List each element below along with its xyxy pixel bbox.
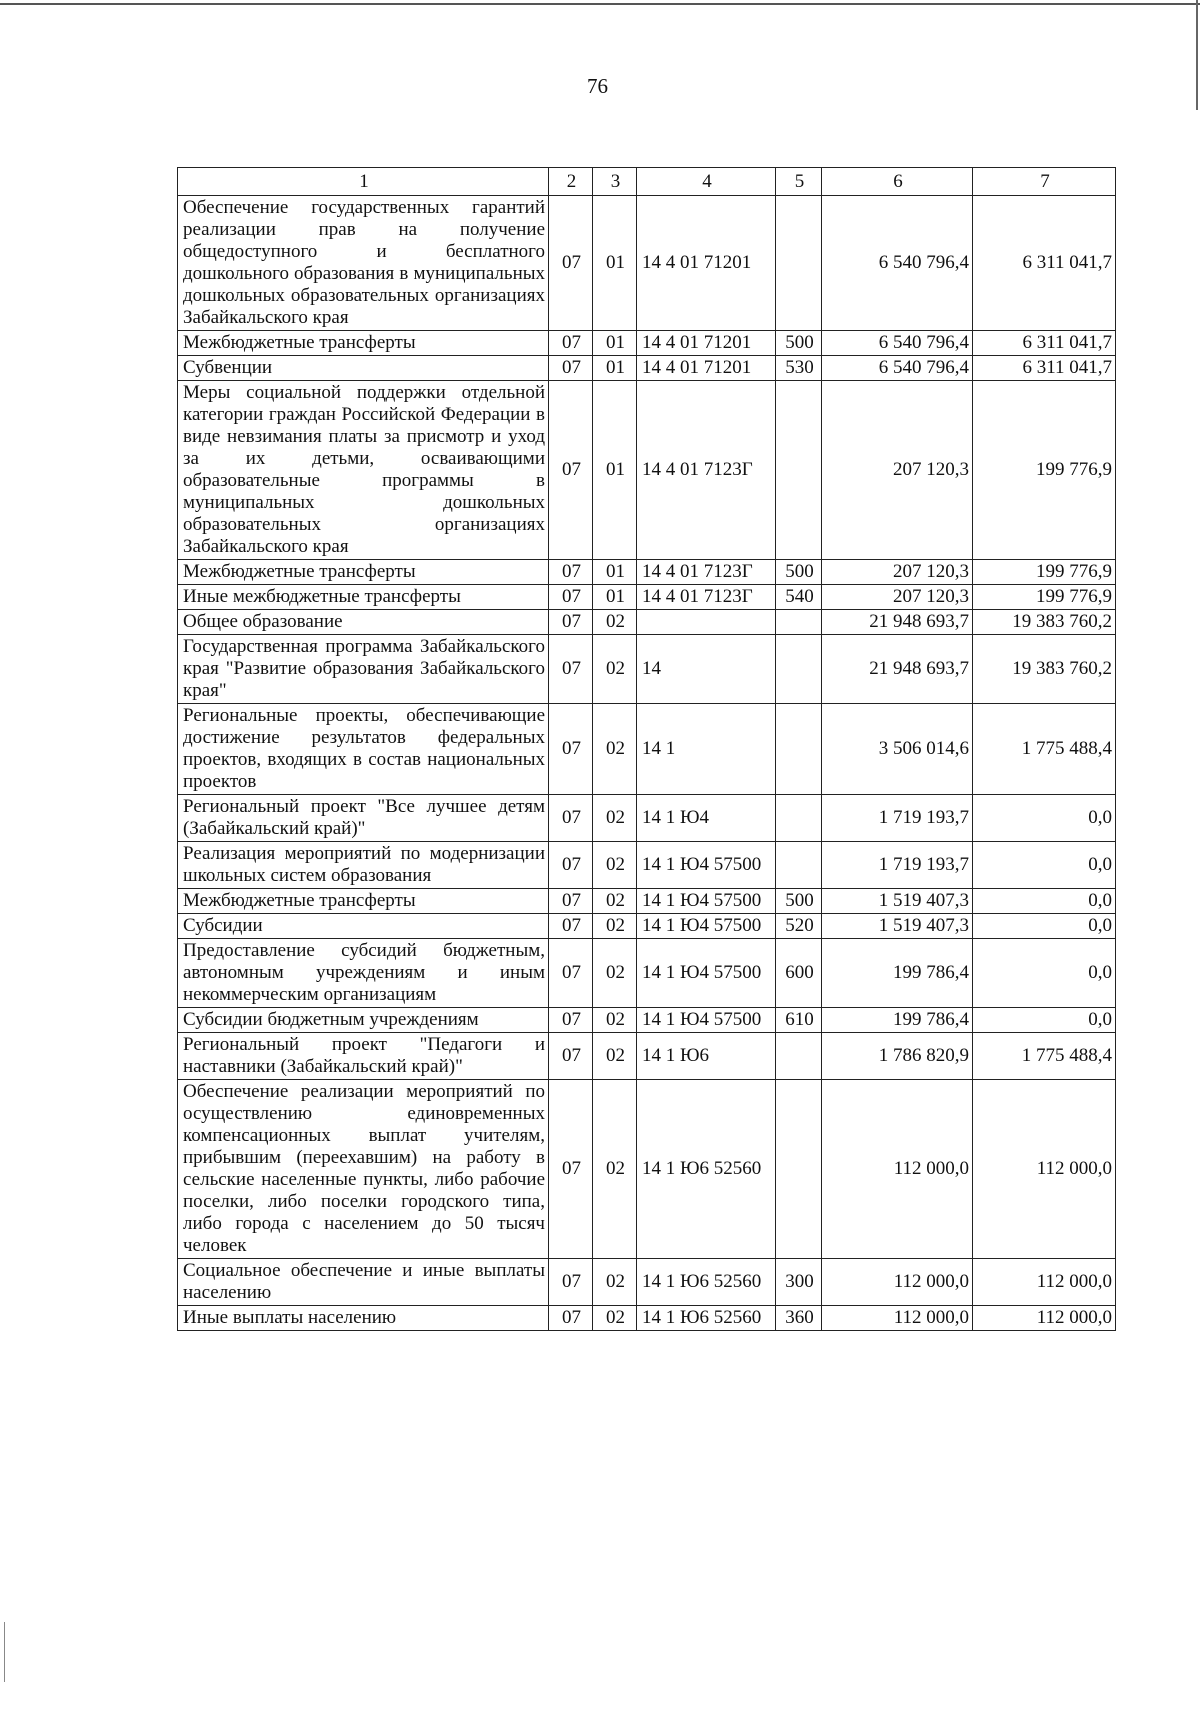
name-cell: Государственная программа Забайкальского края "Развитие образования Забайкальского края" [178, 635, 549, 704]
table-row [178, 842, 1116, 889]
target-article-cell [637, 610, 776, 635]
name-cell: Обеспечение государственных гарантий реализации прав на получение общедоступного и бесплатного дошкольного образования в муниципальных дошкольных образовательных организациях Забайкальского края [178, 196, 549, 331]
subsection-cell: 01 [593, 585, 637, 610]
page-number [0, 74, 1200, 99]
target-article-cell: 14 1 Ю4 57500 [637, 939, 776, 1008]
amount-col7-cell: 199 776,9 [973, 560, 1116, 585]
target-article-cell: 14 1 Ю6 52560 [637, 1080, 776, 1259]
section-cell: 07 [549, 1306, 593, 1331]
header-row [178, 168, 1116, 196]
header-col-2: 2 [549, 168, 593, 196]
section-cell: 07 [549, 331, 593, 356]
expense-type-cell [776, 795, 822, 842]
amount-col6-cell: 1 719 193,7 [822, 795, 973, 842]
table-row [178, 381, 1116, 560]
section-cell: 07 [549, 939, 593, 1008]
section-cell: 07 [549, 1033, 593, 1080]
header-col-5: 5 [776, 168, 822, 196]
section-cell: 07 [549, 1259, 593, 1306]
amount-col6-cell: 6 540 796,4 [822, 356, 973, 381]
target-article-cell: 14 4 01 71201 [637, 356, 776, 381]
amount-col7-cell: 0,0 [973, 795, 1116, 842]
target-article-cell: 14 1 Ю4 57500 [637, 842, 776, 889]
section-cell: 07 [549, 842, 593, 889]
amount-col6-cell: 112 000,0 [822, 1306, 973, 1331]
subsection-cell: 02 [593, 1033, 637, 1080]
table-row [178, 704, 1116, 795]
section-cell: 07 [549, 585, 593, 610]
expense-type-cell [776, 196, 822, 331]
table-row [178, 331, 1116, 356]
expense-type-cell: 520 [776, 914, 822, 939]
header-col-4: 4 [637, 168, 776, 196]
amount-col6-cell: 1 519 407,3 [822, 889, 973, 914]
section-cell: 07 [549, 795, 593, 842]
table-row [178, 1306, 1116, 1331]
expense-type-cell [776, 704, 822, 795]
amount-col7-cell: 19 383 760,2 [973, 610, 1116, 635]
expense-type-cell: 530 [776, 356, 822, 381]
target-article-cell: 14 4 01 7123Г [637, 585, 776, 610]
expense-type-cell: 360 [776, 1306, 822, 1331]
section-cell: 07 [549, 381, 593, 560]
name-cell: Региональный проект "Все лучшее детям (Забайкальский край)" [178, 795, 549, 842]
expense-type-cell [776, 1033, 822, 1080]
table-row [178, 585, 1116, 610]
header-col-6: 6 [822, 168, 973, 196]
name-cell: Межбюджетные трансферты [178, 331, 549, 356]
amount-col6-cell: 3 506 014,6 [822, 704, 973, 795]
target-article-cell: 14 1 Ю6 52560 [637, 1259, 776, 1306]
name-cell: Межбюджетные трансферты [178, 889, 549, 914]
table-row [178, 610, 1116, 635]
subsection-cell: 02 [593, 795, 637, 842]
expense-type-cell [776, 635, 822, 704]
subsection-cell: 01 [593, 196, 637, 331]
table-row [178, 560, 1116, 585]
target-article-cell: 14 1 Ю6 [637, 1033, 776, 1080]
name-cell: Иные выплаты населению [178, 1306, 549, 1331]
table-row [178, 914, 1116, 939]
amount-col6-cell: 6 540 796,4 [822, 196, 973, 331]
table-row [178, 356, 1116, 381]
name-cell: Региональный проект "Педагоги и наставники (Забайкальский край)" [178, 1033, 549, 1080]
name-cell: Межбюджетные трансферты [178, 560, 549, 585]
amount-col6-cell: 207 120,3 [822, 381, 973, 560]
amount-col6-cell: 207 120,3 [822, 560, 973, 585]
name-cell: Иные межбюджетные трансферты [178, 585, 549, 610]
name-cell: Региональные проекты, обеспечивающие достижение результатов федеральных проектов, входящих в состав национальных проектов [178, 704, 549, 795]
subsection-cell: 02 [593, 889, 637, 914]
table-row [178, 1008, 1116, 1033]
amount-col6-cell: 21 948 693,7 [822, 635, 973, 704]
amount-col7-cell: 6 311 041,7 [973, 356, 1116, 381]
table-row [178, 889, 1116, 914]
table-row [178, 635, 1116, 704]
amount-col7-cell: 199 776,9 [973, 381, 1116, 560]
section-cell: 07 [549, 1080, 593, 1259]
amount-col7-cell: 0,0 [973, 889, 1116, 914]
amount-col7-cell: 1 775 488,4 [973, 1033, 1116, 1080]
amount-col6-cell: 199 786,4 [822, 939, 973, 1008]
name-cell: Социальное обеспечение и иные выплаты населению [178, 1259, 549, 1306]
section-cell: 07 [549, 356, 593, 381]
subsection-cell: 02 [593, 914, 637, 939]
expense-type-cell [776, 1080, 822, 1259]
table-header [178, 168, 1116, 196]
expense-type-cell: 500 [776, 331, 822, 356]
amount-col6-cell: 199 786,4 [822, 1008, 973, 1033]
amount-col7-cell: 112 000,0 [973, 1080, 1116, 1259]
table-row [178, 939, 1116, 1008]
name-cell: Меры социальной поддержки отдельной категории граждан Российской Федерации в виде невзимания платы за присмотр и уход за их детьми, осваивающими образовательные программы в муниципальных дошкольных образовательных организациях Забайкальского края [178, 381, 549, 560]
section-cell: 07 [549, 560, 593, 585]
amount-col7-cell: 112 000,0 [973, 1259, 1116, 1306]
amount-col7-cell: 112 000,0 [973, 1306, 1116, 1331]
section-cell: 07 [549, 1008, 593, 1033]
amount-col7-cell: 6 311 041,7 [973, 331, 1116, 356]
section-cell: 07 [549, 914, 593, 939]
table-row [178, 196, 1116, 331]
page-number-text: 76 [587, 74, 608, 98]
subsection-cell: 02 [593, 1008, 637, 1033]
section-cell: 07 [549, 889, 593, 914]
target-article-cell: 14 1 Ю4 57500 [637, 1008, 776, 1033]
budget-table [177, 167, 1116, 1331]
amount-col7-cell: 0,0 [973, 842, 1116, 889]
name-cell: Предоставление субсидий бюджетным, автономным учреждениям и иным некоммерческим организациям [178, 939, 549, 1008]
subsection-cell: 02 [593, 842, 637, 889]
target-article-cell: 14 1 Ю4 57500 [637, 914, 776, 939]
subsection-cell: 01 [593, 356, 637, 381]
target-article-cell: 14 1 Ю4 [637, 795, 776, 842]
expense-type-cell: 600 [776, 939, 822, 1008]
subsection-cell: 02 [593, 939, 637, 1008]
expense-type-cell [776, 381, 822, 560]
section-cell: 07 [549, 610, 593, 635]
header-col-7: 7 [973, 168, 1116, 196]
amount-col7-cell: 6 311 041,7 [973, 196, 1116, 331]
target-article-cell: 14 4 01 7123Г [637, 560, 776, 585]
table-row [178, 795, 1116, 842]
amount-col6-cell: 207 120,3 [822, 585, 973, 610]
amount-col6-cell: 1 519 407,3 [822, 914, 973, 939]
subsection-cell: 02 [593, 704, 637, 795]
subsection-cell: 02 [593, 610, 637, 635]
amount-col7-cell: 199 776,9 [973, 585, 1116, 610]
name-cell: Субсидии [178, 914, 549, 939]
amount-col6-cell: 112 000,0 [822, 1259, 973, 1306]
amount-col6-cell: 6 540 796,4 [822, 331, 973, 356]
expense-type-cell: 300 [776, 1259, 822, 1306]
amount-col6-cell: 21 948 693,7 [822, 610, 973, 635]
subsection-cell: 02 [593, 1080, 637, 1259]
name-cell: Субсидии бюджетным учреждениям [178, 1008, 549, 1033]
expense-type-cell: 500 [776, 560, 822, 585]
subsection-cell: 02 [593, 1306, 637, 1331]
target-article-cell: 14 1 [637, 704, 776, 795]
subsection-cell: 02 [593, 1259, 637, 1306]
header-col-1: 1 [178, 168, 549, 196]
table-row [178, 1259, 1116, 1306]
amount-col7-cell: 0,0 [973, 914, 1116, 939]
table-row [178, 1080, 1116, 1259]
amount-col7-cell: 0,0 [973, 1008, 1116, 1033]
amount-col7-cell: 19 383 760,2 [973, 635, 1116, 704]
section-cell: 07 [549, 635, 593, 704]
expense-type-cell [776, 842, 822, 889]
header-col-3: 3 [593, 168, 637, 196]
subsection-cell: 01 [593, 331, 637, 356]
name-cell: Общее образование [178, 610, 549, 635]
name-cell: Реализация мероприятий по модернизации школьных систем образования [178, 842, 549, 889]
left-border-line [4, 1622, 5, 1682]
target-article-cell: 14 1 Ю4 57500 [637, 889, 776, 914]
top-border-line [0, 3, 1200, 5]
expense-type-cell [776, 610, 822, 635]
section-cell: 07 [549, 196, 593, 331]
target-article-cell: 14 4 01 71201 [637, 196, 776, 331]
amount-col7-cell: 0,0 [973, 939, 1116, 1008]
amount-col6-cell: 1 719 193,7 [822, 842, 973, 889]
table-row [178, 1033, 1116, 1080]
expense-type-cell: 610 [776, 1008, 822, 1033]
target-article-cell: 14 [637, 635, 776, 704]
amount-col6-cell: 1 786 820,9 [822, 1033, 973, 1080]
target-article-cell: 14 4 01 71201 [637, 331, 776, 356]
subsection-cell: 01 [593, 560, 637, 585]
section-cell: 07 [549, 704, 593, 795]
subsection-cell: 01 [593, 381, 637, 560]
amount-col6-cell: 112 000,0 [822, 1080, 973, 1259]
name-cell: Обеспечение реализации мероприятий по осуществлению единовременных компенсационных выплат учителям, прибывшим (переехавшим) на работу в сельские населенные пункты, либо рабочие поселки, либо поселки городского типа, либо города с населением до 50 тысяч человек [178, 1080, 549, 1259]
expense-type-cell: 500 [776, 889, 822, 914]
target-article-cell: 14 4 01 7123Г [637, 381, 776, 560]
subsection-cell: 02 [593, 635, 637, 704]
target-article-cell: 14 1 Ю6 52560 [637, 1306, 776, 1331]
expense-type-cell: 540 [776, 585, 822, 610]
table-body [178, 196, 1116, 1331]
amount-col7-cell: 1 775 488,4 [973, 704, 1116, 795]
name-cell: Субвенции [178, 356, 549, 381]
